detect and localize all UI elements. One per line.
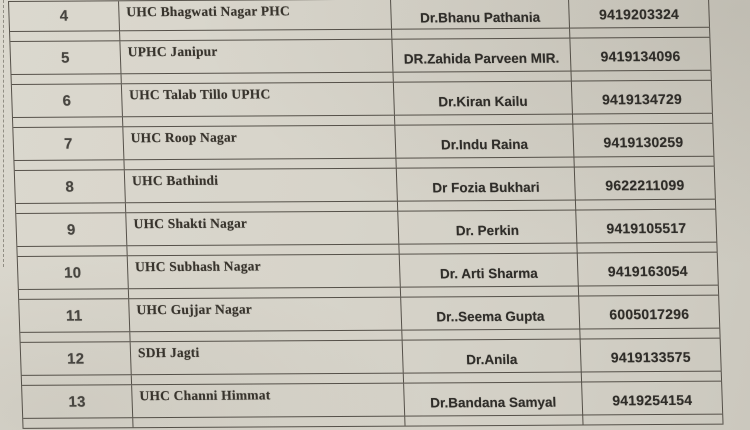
- spacer-cell: [572, 71, 712, 81]
- table-row: [18, 253, 719, 290]
- spacer-cell: [580, 329, 720, 339]
- spacer-cell: [124, 159, 396, 170]
- spacer-cell: [402, 330, 580, 340]
- doctor-name-cell: DR.Zahida Parveen MIR.: [392, 39, 571, 72]
- spacer-cell: [579, 286, 719, 296]
- spacer-cell: [19, 289, 129, 299]
- table-row: [15, 167, 716, 204]
- spacer-cell: [130, 331, 402, 342]
- serial-number-cell: 10: [18, 256, 129, 289]
- spacer-cell: [583, 415, 723, 425]
- doctor-name-cell: Dr.Kiran Kailu: [394, 82, 573, 115]
- phone-number-cell: 6005017296: [579, 296, 720, 329]
- doctor-name-cell: Dr.Bhanu Pathania: [391, 0, 570, 29]
- facility-name-cell: UHC Gujjar Nagar: [129, 298, 402, 332]
- spacer-cell: [126, 202, 398, 213]
- spacer-cell: [129, 288, 401, 299]
- spacer-cell: [392, 29, 570, 39]
- phone-number-cell: 9419134729: [572, 81, 713, 114]
- facility-name-cell: UHC Bathindi: [125, 169, 398, 203]
- doctor-name-cell: Dr. Arti Sharma: [400, 254, 579, 287]
- facility-name-cell: SDH Jagti: [131, 341, 404, 375]
- serial-number-cell: 12: [21, 342, 132, 375]
- spacer-cell: [17, 246, 127, 256]
- spacer-cell: [16, 203, 126, 213]
- phone-number-cell: 9622211099: [575, 167, 716, 200]
- spacer-cell: [404, 373, 582, 383]
- spacer-cell: [582, 372, 722, 382]
- spacer-cell: [127, 245, 399, 256]
- table-row: [13, 124, 714, 161]
- spacer-cell: [398, 201, 576, 211]
- table-row: [22, 382, 723, 419]
- spacer-cell: [576, 200, 716, 210]
- spacer-cell: [396, 158, 574, 168]
- table-row: [9, 0, 710, 32]
- spacer-cell: [395, 115, 573, 125]
- spacer-cell: [394, 72, 572, 82]
- table-row: [10, 38, 711, 75]
- table-row: [19, 296, 720, 333]
- serial-number-cell: 5: [10, 41, 121, 74]
- phone-number-cell: 9419130259: [573, 124, 714, 157]
- spacer-cell: [133, 417, 405, 428]
- spacer-cell: [14, 160, 124, 170]
- doctor-name-cell: Dr. Perkin: [398, 211, 577, 244]
- spacer-cell: [23, 418, 133, 428]
- doctor-name-cell: Dr Fozia Bukhari: [397, 168, 576, 201]
- spacer-cell: [120, 30, 392, 41]
- spacer-cell: [10, 31, 120, 41]
- spacer-cell: [401, 287, 579, 297]
- phone-number-cell: 9419203324: [569, 0, 710, 28]
- doctor-name-cell: Dr.Indu Raina: [395, 125, 574, 158]
- table-row: [12, 81, 713, 118]
- doctor-name-cell: Dr.Anila: [403, 340, 582, 373]
- spacer-cell: [577, 243, 717, 253]
- facility-name-cell: UHC Channi Himmat: [132, 384, 405, 418]
- phone-number-cell: 9419254154: [582, 382, 723, 415]
- facility-name-cell: UHC Roop Nagar: [123, 126, 396, 160]
- serial-number-cell: 8: [15, 170, 126, 203]
- facility-name-cell: UHC Bhagwati Nagar PHC: [119, 0, 392, 30]
- doctor-name-cell: Dr.Bandana Samyal: [404, 383, 583, 416]
- spacer-cell: [570, 28, 710, 38]
- table-row: [21, 339, 722, 376]
- serial-number-cell: 7: [13, 127, 124, 160]
- facility-name-cell: UHC Subhash Nagar: [128, 255, 401, 289]
- serial-number-cell: 9: [16, 213, 127, 246]
- spacer-cell: [13, 117, 123, 127]
- phone-number-cell: 9419133575: [581, 339, 722, 372]
- spacer-cell: [573, 114, 713, 124]
- facility-name-cell: UPHC Janipur: [120, 40, 393, 74]
- health-centres-table: [8, 0, 724, 429]
- page-edge-line: [3, 0, 4, 267]
- spacer-cell: [574, 157, 714, 167]
- serial-number-cell: 13: [22, 385, 133, 418]
- spacer-cell: [132, 374, 404, 385]
- spacer-cell: [123, 116, 395, 127]
- serial-number-cell: 6: [12, 84, 123, 117]
- spacer-cell: [399, 244, 577, 254]
- facility-name-cell: UHC Talab Tillo UPHC: [122, 83, 395, 117]
- spacer-cell: [405, 415, 583, 425]
- spacer-cell: [22, 375, 132, 385]
- facility-name-cell: UHC Shakti Nagar: [126, 212, 399, 246]
- phone-number-cell: 9419163054: [578, 253, 719, 286]
- spacer-cell: [20, 332, 130, 342]
- phone-number-cell: 9419105517: [576, 210, 717, 243]
- serial-number-cell: 11: [19, 299, 130, 332]
- phone-number-cell: 9419134096: [570, 38, 711, 71]
- spacer-cell: [122, 73, 394, 84]
- serial-number-cell: 4: [9, 1, 120, 31]
- doctor-name-cell: Dr..Seema Gupta: [401, 297, 580, 330]
- spacer-cell: [12, 74, 122, 84]
- table-row: [16, 210, 717, 247]
